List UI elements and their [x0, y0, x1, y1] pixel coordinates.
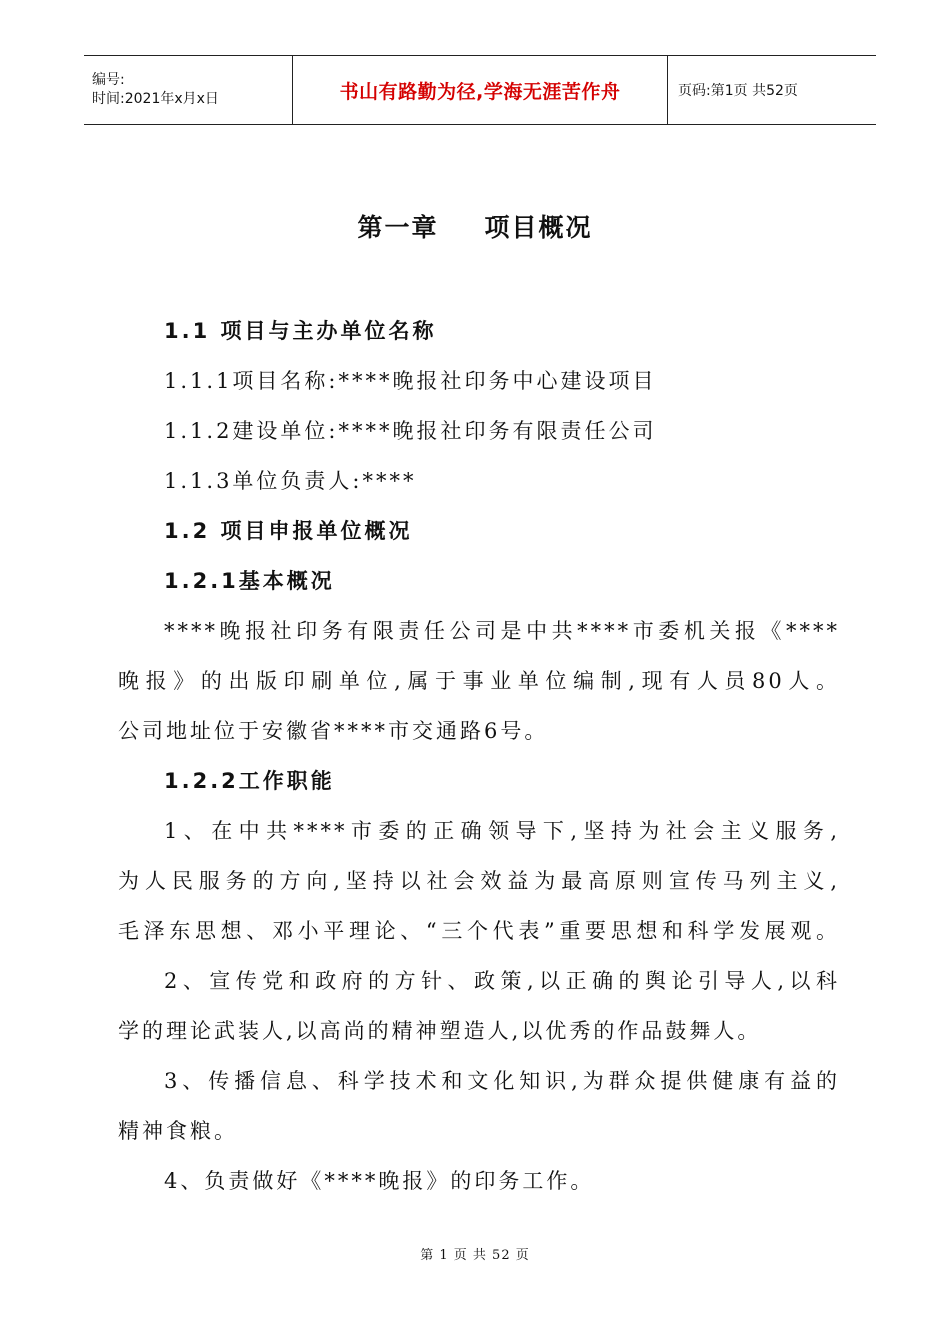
- header-page-info: 页码:第1页 共52页: [678, 83, 798, 99]
- paragraph-duty-1: [118, 806, 840, 956]
- paragraph-line: 3、传播信息、科学技术和文化知识,为群众提供健康有益的: [164, 1069, 840, 1093]
- page-header: [84, 55, 876, 125]
- chapter-name: 项目概况: [484, 213, 593, 242]
- item-unit-leader: 1.1.3单位负责人:****: [164, 469, 417, 493]
- chapter-number: 第一章: [357, 213, 439, 242]
- section-heading-1-1: 1.1 项目与主办单位名称: [164, 319, 437, 343]
- section-heading-1-2: 1.2 项目申报单位概况: [164, 519, 413, 543]
- paragraph-line: 为人民服务的方向,坚持以社会效益为最高原则宣传马列主义,: [118, 869, 840, 893]
- subsection-heading-1-2-1: 1.2.1基本概况: [164, 569, 335, 593]
- document-number-label: 编号:: [92, 72, 125, 88]
- document-time-label: 时间:2021年x月x日: [92, 91, 219, 107]
- item-construction-unit: 1.1.2建设单位:****晚报社印务有限责任公司: [164, 419, 657, 443]
- chapter-title: [0, 208, 950, 244]
- paragraph-duty-3: [118, 1056, 840, 1156]
- paragraph-line: 学的理论武装人,以高尚的精神塑造人,以优秀的作品鼓舞人。: [118, 1019, 762, 1043]
- paragraph-line: ****晚报社印务有限责任公司是中共****市委机关报《****: [164, 619, 840, 643]
- paragraph-line: 1、在中共****市委的正确领导下,坚持为社会主义服务,: [164, 819, 840, 843]
- paragraph-line: 公司地址位于安徽省****市交通路6号。: [118, 719, 549, 743]
- paragraph-line: 晚报》的出版印刷单位,属于事业单位编制,现有人员80人。: [118, 669, 840, 693]
- paragraph-line: 精神食粮。: [118, 1119, 238, 1143]
- subsection-heading-1-2-2: 1.2.2工作职能: [164, 769, 335, 793]
- paragraph-basic-overview: [118, 606, 840, 756]
- paragraph-duty-2: [118, 956, 840, 1056]
- header-motto: 书山有路勤为径,学海无涯苦作舟: [292, 56, 668, 124]
- paragraph-line: 4、负责做好《****晚报》的印务工作。: [164, 1169, 595, 1193]
- header-meta: [84, 56, 292, 124]
- item-project-name: 1.1.1项目名称:****晚报社印务中心建设项目: [164, 369, 657, 393]
- paragraph-line: 毛泽东思想、邓小平理论、“三个代表”重要思想和科学发展观。: [118, 919, 840, 943]
- page-footer: 第 1 页 共 52 页: [420, 1248, 530, 1263]
- paragraph-duty-4: [118, 1156, 840, 1206]
- document-body: [118, 306, 840, 1206]
- paragraph-line: 2、宣传党和政府的方针、政策,以正确的舆论引导人,以科: [164, 969, 840, 993]
